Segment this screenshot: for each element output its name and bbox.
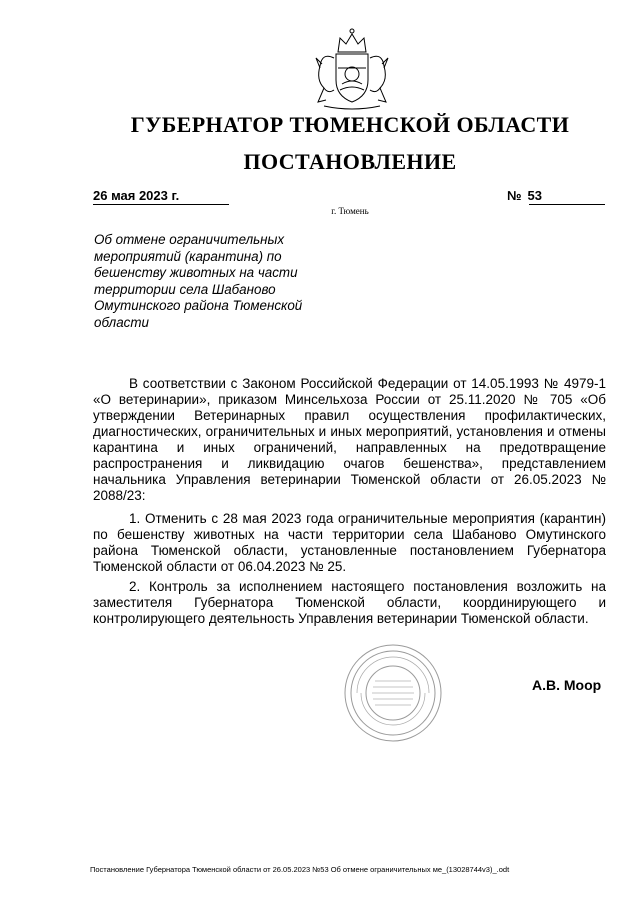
act-date-value: 26 мая 2023 г. xyxy=(93,188,180,203)
act-number-value: 53 xyxy=(527,188,542,203)
authority-title: ГУБЕРНАТОР ТЮМЕНСКОЙ ОБЛАСТИ xyxy=(130,112,570,137)
act-date xyxy=(93,188,229,203)
city-label: г. Тюмень xyxy=(331,206,369,216)
number-underline xyxy=(529,204,605,205)
act-subject: Об отмене ограничительных мероприятий (карантина) по бешенству животных на части территории села Шабаново Омутинского района Тюменской области xyxy=(94,232,303,330)
official-seal-icon xyxy=(343,643,443,743)
signer-name: А.В. Моор xyxy=(532,677,602,693)
act-number-label: № xyxy=(507,188,522,203)
act-number xyxy=(507,188,605,203)
date-underline xyxy=(93,204,229,205)
coat-of-arms-icon xyxy=(300,22,404,118)
item-2-paragraph: 2. Контроль за исполнением настоящего постановления возложить на заместителя Губернатора Тюменской области, координирующего и контролирующего деятельность Управления ветеринарии Тюменской области. xyxy=(93,579,606,626)
footer-file-info: Постановление Губернатора Тюменской области от 26.05.2023 №53 Об отмене ограничительных ме_(13028744v3)_.odt xyxy=(90,865,510,874)
preamble-paragraph: В соответствии с Законом Российской Федерации от 14.05.1993 № 4979-1 «О ветеринарии», приказом Минсельхоза России от 25.11.2020 № 705 «Об утверждении Ветеринарных правил осуществления профилактических, диагностических, ограничительных и иных мероприятий, установления и отмены карантина и иных ограничений, направленных на предотвращение распространения и ликвидацию очагов бешенства», представлением начальника Управления ветеринарии Тюменской области от 26.05.2023 № 2088/23: xyxy=(93,376,606,503)
act-type-title: ПОСТАНОВЛЕНИЕ xyxy=(243,149,457,174)
item-1-paragraph: 1. Отменить с 28 мая 2023 года ограничительные мероприятия (карантин) по бешенству животных на части территории села Шабаново Омутинского района Тюменской области, установленные постановлением Губернатора Тюменской области от 06.04.2023 № 25. xyxy=(93,511,606,574)
